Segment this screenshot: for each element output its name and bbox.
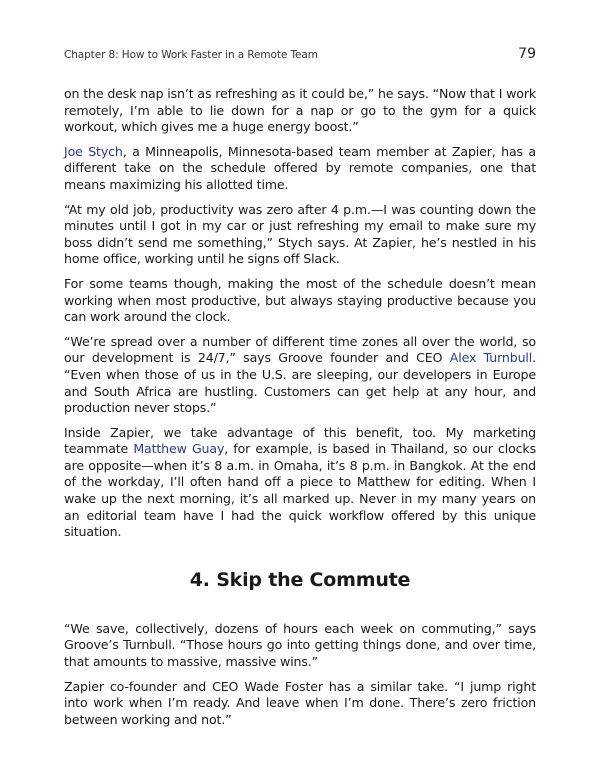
paragraph-around-the-clock: For some teams though, making the most of the schedule doesn’t mean working when most productive, but always staying productive because you can work around the clock. <box>64 275 536 325</box>
paragraph-nap-quote: on the desk nap isn’t as refreshing as it could be,” he says. “Now that I work remotely, I’m able to lie down for a nap or go to the gym for a quick workout, which gives me a huge energy boost.” <box>64 86 536 135</box>
paragraph-text: “We’re spread over a number of different time zones all over the world, so our development is 24/7,” says Groove founder and CEO <box>64 333 536 366</box>
paragraph-text: . “Even when those of us in the U.S. are sleeping, our developers in Europe and South Africa are hustling. Customers can get help at any hour, and production never stops.” <box>64 350 536 416</box>
link-joe-stych[interactable]: Joe Stych <box>64 143 123 159</box>
paragraph-joe-stych <box>64 144 536 194</box>
chapter-title: Chapter 8: How to Work Faster in a Remote Team <box>64 49 318 61</box>
page-number: 79 <box>518 46 536 62</box>
paragraph-text: , for example, is based in Thailand, so our clocks are opposite—when it’s 8 a.m. in Omaha, it’s 8 p.m. in Bangkok. At the end of the workday, I’ll often hand off a piece to Matthew for editing. When I wake up the next morning, it’s all marked up. Never in my many years on an editorial team have I had the quick workflow offered by this unique situation. <box>64 441 536 540</box>
paragraph-wade-foster: Zapier co-founder and CEO Wade Foster has a similar take. “I jump right into work when I’m ready. And leave when I’m done. There’s zero friction between working and not.” <box>64 678 536 727</box>
paragraph-text: Inside Zapier, we take advantage of this benefit, too. My marketing teammate <box>64 424 536 457</box>
link-alex-turnbull[interactable]: Alex Turnbull <box>449 350 533 366</box>
section-heading: 4. Skip the Commute <box>189 568 411 591</box>
paragraph-stych-quote: “At my old job, productivity was zero after 4 p.m.—I was counting down the minutes until I got in my car or just refreshing my email to make sure my boss didn’t send me something,” Stych says. At Zapier, he’s nestled in his home office, working until he signs off Slack. <box>64 201 536 267</box>
paragraph-turnbull-quote <box>64 334 536 417</box>
paragraph-text: , a Minneapolis, Minnesota-based team member at Zapier, has a different take on the schedule offered by remote companies, one that means maximizing his allotted time. <box>64 143 536 192</box>
paragraph-commute-quote: “We save, collectively, dozens of hours each week on commuting,” says Groove’s Turnbull. “Those hours go into getting things done, and over time, that amounts to massive, massive wins.” <box>64 620 536 670</box>
paragraph-inside-zapier <box>64 425 536 541</box>
running-header <box>64 46 536 66</box>
page-body <box>64 86 536 736</box>
link-matthew-guay[interactable]: Matthew Guay <box>133 441 225 457</box>
